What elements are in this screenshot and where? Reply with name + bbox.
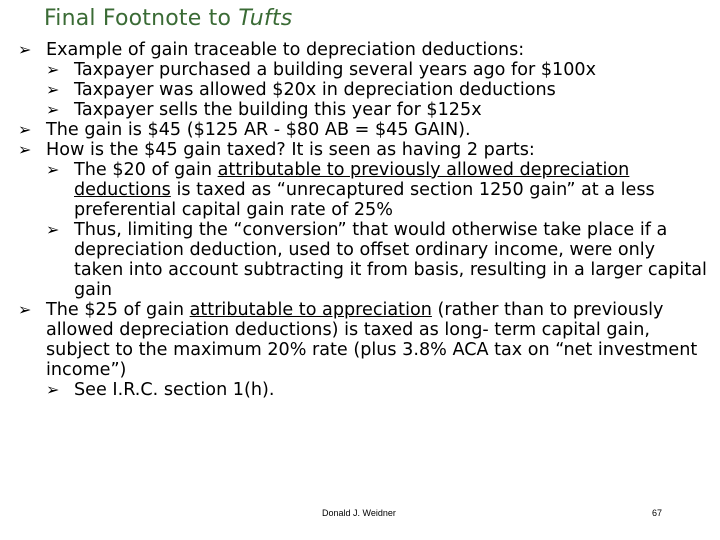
footer-page-number: 67 xyxy=(652,508,663,518)
bullet-text: Taxpayer was allowed $20x in depreciation deductions xyxy=(74,80,556,100)
footer-author: Donald J. Weidner xyxy=(322,508,396,518)
slide-title xyxy=(44,6,292,31)
arrow-bullet-icon: ➢ xyxy=(46,80,60,99)
bullet-text: (rather than to previously allowed depreciation deductions) is taxed as long- term capital gain, subject to the maximum 20% rate (plus 3.8% ACA tax on “net investment income”) xyxy=(46,300,698,380)
bullet-text: Taxpayer purchased a building several years ago for $100x xyxy=(74,60,597,80)
bullet-text: The $25 of gain xyxy=(46,300,190,320)
arrow-bullet-icon: ➢ xyxy=(18,140,32,159)
bullet-example xyxy=(18,40,708,60)
arrow-bullet-icon: ➢ xyxy=(46,380,60,399)
arrow-bullet-icon: ➢ xyxy=(18,300,32,319)
bullet-irc xyxy=(46,380,708,400)
arrow-bullet-icon: ➢ xyxy=(46,160,60,179)
bullet-text: How is the $45 gain taxed? It is seen as having 2 parts: xyxy=(46,140,535,160)
bullet-depreciation xyxy=(46,80,708,100)
bullet-appreciation xyxy=(18,300,708,380)
arrow-bullet-icon: ➢ xyxy=(46,60,60,79)
arrow-bullet-icon: ➢ xyxy=(46,100,60,119)
bullet-underlined: attributable to previously allowed depreciation deductions xyxy=(74,160,630,200)
arrow-bullet-icon: ➢ xyxy=(18,120,32,139)
bullet-how-taxed xyxy=(18,140,708,160)
arrow-bullet-icon: ➢ xyxy=(46,220,60,239)
slide-body xyxy=(18,40,708,400)
bullet-text: The gain is $45 ($125 AR - $80 AB = $45 GAIN). xyxy=(46,120,471,140)
bullet-unrecaptured xyxy=(46,160,708,220)
bullet-conversion xyxy=(46,220,708,300)
bullet-text: Example of gain traceable to depreciation deductions: xyxy=(46,40,525,60)
title-italic: Tufts xyxy=(238,6,293,31)
bullet-text: Thus, limiting the “conversion” that would otherwise take place if a depreciation deduction, used to offset ordinary income, were only taken into account subtracting it from basis, resulting in a larger capital gain xyxy=(74,220,707,300)
bullet-text: is taxed as “unrecaptured section 1250 gain” at a less preferential capital gain rate of 25% xyxy=(74,180,655,220)
title-plain: Final Footnote to xyxy=(44,6,239,31)
bullet-text: The $20 of gain xyxy=(74,160,218,180)
bullet-gain xyxy=(18,120,708,140)
arrow-bullet-icon: ➢ xyxy=(18,40,32,59)
bullet-text: See I.R.C. section 1(h). xyxy=(74,380,275,400)
bullet-text: Taxpayer sells the building this year for $125x xyxy=(74,100,482,120)
bullet-purchase xyxy=(46,60,708,80)
bullet-sale xyxy=(46,100,708,120)
bullet-underlined: attributable to appreciation xyxy=(189,300,432,320)
